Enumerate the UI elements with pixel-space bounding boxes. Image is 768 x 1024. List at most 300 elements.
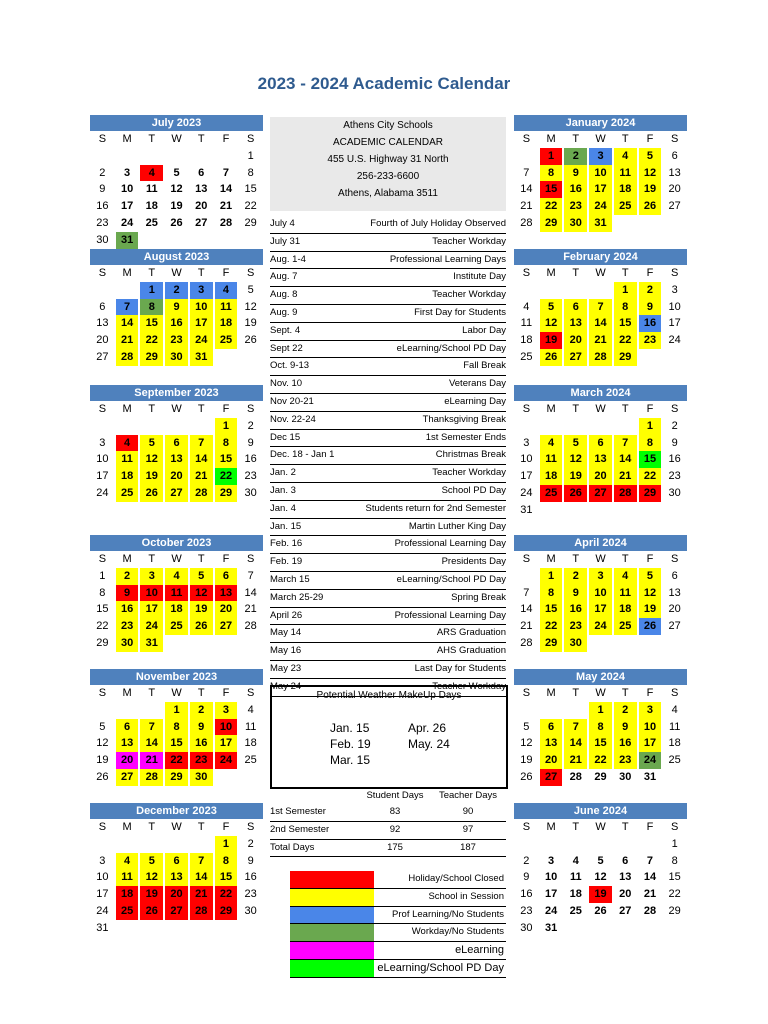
event-date: May 14 bbox=[270, 627, 302, 639]
day-cell: 6 bbox=[622, 854, 629, 867]
day-cell: 26 bbox=[520, 770, 533, 783]
day-cell: 21 bbox=[564, 752, 587, 769]
day-cell: 27 bbox=[116, 769, 139, 786]
day-cell: 3 bbox=[639, 702, 662, 719]
day-cell bbox=[190, 418, 213, 435]
event-date: Sept. 4 bbox=[270, 324, 301, 336]
day-cell: 10 bbox=[589, 585, 612, 602]
day-cell: 29 bbox=[540, 215, 563, 232]
day-cell: 9 bbox=[116, 585, 139, 602]
day-cell: 2 bbox=[671, 419, 678, 432]
day-cell: 7 bbox=[247, 569, 254, 582]
day-cell: 22 bbox=[96, 620, 109, 633]
day-cell bbox=[91, 148, 114, 165]
day-cell: 19 bbox=[639, 181, 662, 198]
day-cell: 2 bbox=[165, 282, 188, 299]
weekday-letter: F bbox=[646, 821, 654, 833]
day-cell: 17 bbox=[215, 735, 238, 752]
day-cell bbox=[116, 282, 139, 299]
event-date: April 26 bbox=[270, 609, 303, 621]
day-cell: 14 bbox=[564, 735, 587, 752]
week-row bbox=[514, 920, 687, 937]
day-cell: 13 bbox=[195, 183, 208, 196]
weekday-header bbox=[514, 131, 687, 148]
student-days-header: Student Days bbox=[366, 790, 424, 801]
day-cell: 10 bbox=[639, 719, 662, 736]
weekday-letter: W bbox=[595, 821, 606, 833]
event-row bbox=[270, 572, 506, 590]
day-cell: 13 bbox=[165, 451, 188, 468]
day-cell: 26 bbox=[190, 618, 213, 635]
weekday-letter: W bbox=[595, 133, 606, 145]
day-cell bbox=[614, 502, 637, 519]
day-cell: 29 bbox=[215, 903, 238, 920]
week-row bbox=[90, 853, 263, 870]
day-cell: 1 bbox=[165, 702, 188, 719]
day-cell: 26 bbox=[140, 903, 163, 920]
day-cell: 15 bbox=[244, 183, 257, 196]
event-description: eLearning Day bbox=[444, 395, 506, 407]
weekday-letter: M bbox=[546, 133, 556, 145]
day-cell: 30 bbox=[564, 215, 587, 232]
weekday-letter: T bbox=[148, 133, 156, 145]
day-cell bbox=[540, 282, 563, 299]
event-description: Professional Learning Day bbox=[394, 538, 506, 550]
day-cell: 2 bbox=[247, 837, 254, 850]
event-row bbox=[270, 430, 506, 448]
day-cell: 24 bbox=[639, 752, 662, 769]
day-cell bbox=[190, 232, 213, 249]
day-cell: 12 bbox=[190, 585, 213, 602]
weekday-letter: W bbox=[595, 403, 606, 415]
week-row bbox=[514, 502, 687, 519]
day-cell: 27 bbox=[195, 216, 208, 229]
day-cell: 16 bbox=[165, 315, 188, 332]
day-cell bbox=[639, 502, 662, 519]
event-row bbox=[270, 465, 506, 483]
day-cell: 31 bbox=[520, 503, 533, 516]
event-description: ARS Graduation bbox=[436, 627, 506, 639]
legend-item bbox=[290, 960, 506, 978]
day-cell: 20 bbox=[668, 603, 681, 616]
table-row: 2nd Semester 92 97 bbox=[270, 822, 506, 840]
day-cell bbox=[140, 148, 163, 165]
day-cell: 16 bbox=[244, 453, 257, 466]
week-row bbox=[90, 920, 263, 937]
day-cell: 24 bbox=[120, 216, 134, 229]
week-row bbox=[514, 735, 687, 752]
day-cell: 22 bbox=[244, 200, 257, 213]
day-cell: 22 bbox=[165, 752, 188, 769]
day-cell bbox=[165, 232, 188, 249]
day-cell: 17 bbox=[190, 315, 213, 332]
day-cell: 22 bbox=[639, 468, 662, 485]
day-cell: 8 bbox=[540, 585, 563, 602]
day-cell: 27 bbox=[619, 904, 632, 917]
day-cell: 1 bbox=[671, 837, 678, 850]
weekday-letter: W bbox=[595, 687, 606, 699]
day-cell: 7 bbox=[116, 299, 139, 316]
day-cell: 20 bbox=[116, 752, 139, 769]
week-row bbox=[90, 181, 263, 198]
day-cell: 29 bbox=[215, 485, 238, 502]
day-cell: 10 bbox=[544, 871, 558, 884]
event-description: Teacher Workday bbox=[432, 289, 506, 301]
day-cell: 27 bbox=[589, 485, 612, 502]
day-cell: 7 bbox=[589, 299, 612, 316]
month-title: December 2023 bbox=[90, 803, 263, 819]
day-cell: 24 bbox=[140, 618, 163, 635]
weekday-letter: T bbox=[572, 403, 580, 415]
day-cell: 19 bbox=[244, 317, 257, 330]
week-row bbox=[514, 719, 687, 736]
day-cell: 21 bbox=[643, 888, 657, 901]
day-cell: 8 bbox=[215, 435, 238, 452]
month-calendar bbox=[90, 803, 263, 937]
day-cell bbox=[663, 920, 686, 937]
day-cell: 8 bbox=[671, 854, 678, 867]
day-cell bbox=[639, 920, 662, 937]
week-row bbox=[90, 719, 263, 736]
day-cell: 25 bbox=[540, 485, 563, 502]
day-cell: 5 bbox=[99, 720, 106, 733]
day-cell: 23 bbox=[520, 904, 533, 917]
event-row bbox=[270, 519, 506, 537]
weekday-letter: M bbox=[546, 403, 556, 415]
weekday-letter: S bbox=[98, 821, 107, 833]
event-date: Jan. 2 bbox=[270, 467, 296, 479]
legend-item bbox=[290, 924, 506, 942]
day-cell: 31 bbox=[116, 232, 139, 249]
day-cell: 24 bbox=[520, 486, 533, 499]
day-cell: 18 bbox=[116, 886, 139, 903]
day-cell: 19 bbox=[520, 754, 533, 767]
day-cell bbox=[614, 215, 637, 232]
makeup-title: Potential Weather MakeUp Days bbox=[316, 690, 462, 701]
week-row bbox=[90, 282, 263, 299]
day-cell: 1 bbox=[247, 149, 254, 162]
weekday-letter: S bbox=[98, 687, 107, 699]
day-cell: 19 bbox=[639, 601, 662, 618]
day-cell: 9 bbox=[190, 719, 213, 736]
day-cell: 10 bbox=[120, 183, 134, 196]
day-cell bbox=[215, 349, 238, 366]
day-cell: 25 bbox=[116, 903, 139, 920]
weekday-header bbox=[90, 131, 263, 148]
day-cell: 27 bbox=[668, 200, 681, 213]
weekday-letter: T bbox=[148, 267, 156, 279]
day-cell: 28 bbox=[643, 904, 657, 917]
day-cell: 1 bbox=[215, 418, 238, 435]
day-cell bbox=[91, 836, 114, 853]
day-cell: 15 bbox=[540, 601, 563, 618]
day-cell: 4 bbox=[215, 282, 238, 299]
event-date: May 24 bbox=[270, 680, 302, 692]
event-date: Dec. 18 - Jan 1 bbox=[270, 449, 335, 461]
day-cell: 4 bbox=[614, 148, 637, 165]
day-cell: 22 bbox=[589, 752, 612, 769]
month-title: July 2023 bbox=[90, 115, 263, 131]
day-cell: 4 bbox=[572, 854, 579, 867]
weekday-header bbox=[514, 265, 687, 282]
legend-label: Workday/No Students bbox=[411, 926, 504, 938]
day-cell bbox=[215, 920, 238, 937]
day-cell: 20 bbox=[589, 468, 612, 485]
day-cell: 25 bbox=[145, 216, 158, 229]
day-cell: 19 bbox=[190, 601, 213, 618]
day-cell: 20 bbox=[165, 886, 188, 903]
weekday-letter: F bbox=[222, 267, 230, 279]
day-cell: 10 bbox=[668, 300, 681, 313]
day-cell: 29 bbox=[165, 769, 188, 786]
month-title: May 2024 bbox=[514, 669, 687, 685]
day-cell: 17 bbox=[96, 470, 109, 483]
legend-swatch bbox=[290, 871, 374, 888]
month-title: January 2024 bbox=[514, 115, 687, 131]
makeup-date: Apr. 26 bbox=[408, 721, 447, 735]
weekday-letter: T bbox=[572, 821, 580, 833]
event-date: Jan. 3 bbox=[270, 484, 296, 496]
event-row bbox=[270, 661, 506, 679]
day-cell: 13 bbox=[668, 586, 681, 599]
weekday-letter: S bbox=[247, 687, 255, 699]
day-cell: 22 bbox=[614, 332, 637, 349]
day-cell: 29 bbox=[594, 770, 607, 783]
day-cell: 21 bbox=[140, 752, 163, 769]
day-cell: 15 bbox=[96, 603, 109, 616]
day-cell: 10 bbox=[589, 165, 612, 182]
calendar-label: ACADEMIC CALENDAR bbox=[332, 137, 444, 148]
event-row bbox=[270, 412, 506, 430]
month-title: April 2024 bbox=[514, 535, 687, 551]
day-cell: 19 bbox=[564, 468, 587, 485]
day-cell: 3 bbox=[99, 854, 106, 867]
day-cell: 11 bbox=[569, 871, 582, 884]
weekday-letter: S bbox=[247, 403, 255, 415]
weekday-letter: M bbox=[122, 553, 132, 565]
day-cell: 22 bbox=[140, 332, 163, 349]
school-phone: 256-233-6600 bbox=[356, 171, 420, 182]
day-cell: 24 bbox=[96, 904, 109, 917]
month-calendar bbox=[514, 535, 687, 652]
day-cell: 9 bbox=[639, 299, 662, 316]
day-cell: 12 bbox=[540, 315, 563, 332]
day-cell: 28 bbox=[614, 485, 637, 502]
month-calendar bbox=[90, 115, 263, 249]
weekday-header bbox=[90, 819, 263, 836]
day-cell bbox=[540, 702, 563, 719]
day-cell: 20 bbox=[564, 332, 587, 349]
day-cell bbox=[540, 836, 563, 853]
day-cell: 17 bbox=[96, 888, 109, 901]
day-cell: 6 bbox=[99, 300, 106, 313]
day-cell: 26 bbox=[140, 485, 163, 502]
day-cell: 21 bbox=[520, 620, 533, 633]
event-date: Nov. 22-24 bbox=[270, 413, 316, 425]
day-cell bbox=[663, 349, 686, 366]
day-cell: 5 bbox=[639, 568, 662, 585]
day-cell: 24 bbox=[215, 752, 238, 769]
day-cell: 8 bbox=[540, 165, 563, 182]
day-cell: 15 bbox=[668, 871, 681, 884]
week-row bbox=[90, 903, 263, 920]
day-cell bbox=[239, 232, 262, 249]
day-cell bbox=[190, 635, 213, 652]
weekday-letter: S bbox=[671, 267, 679, 279]
day-cell: 20 bbox=[619, 888, 632, 901]
day-cell: 16 bbox=[96, 200, 109, 213]
week-row bbox=[514, 435, 687, 452]
day-cell: 8 bbox=[639, 435, 662, 452]
weekday-letter: T bbox=[572, 553, 580, 565]
weekday-letter: S bbox=[98, 133, 107, 145]
day-cell: 30 bbox=[564, 635, 587, 652]
day-cell: 28 bbox=[520, 216, 533, 229]
day-cell bbox=[564, 920, 587, 937]
month-calendar bbox=[90, 535, 263, 652]
weekday-letter: T bbox=[197, 687, 205, 699]
makeup-days-box bbox=[270, 685, 508, 789]
event-date: March 15 bbox=[270, 573, 310, 585]
week-row bbox=[90, 585, 263, 602]
week-row bbox=[514, 349, 687, 366]
weekday-letter: F bbox=[222, 133, 230, 145]
day-cell: 31 bbox=[190, 349, 213, 366]
weekday-letter: T bbox=[572, 267, 580, 279]
day-cell: 25 bbox=[614, 618, 637, 635]
day-cell bbox=[91, 702, 114, 719]
week-row bbox=[90, 702, 263, 719]
weekday-letter: T bbox=[621, 267, 629, 279]
day-cell: 30 bbox=[190, 769, 213, 786]
day-cell: 9 bbox=[523, 871, 530, 884]
teacher-days-header: Teacher Days bbox=[438, 790, 498, 801]
day-cell: 27 bbox=[165, 903, 188, 920]
event-description: Spring Break bbox=[451, 591, 506, 603]
day-cell bbox=[190, 836, 213, 853]
day-cell: 16 bbox=[639, 315, 662, 332]
weekday-letter: M bbox=[122, 687, 132, 699]
day-cell: 15 bbox=[165, 735, 188, 752]
day-cell bbox=[589, 920, 612, 937]
day-cell: 2 bbox=[564, 568, 587, 585]
week-row bbox=[514, 468, 687, 485]
legend-label: eLearning bbox=[455, 944, 504, 957]
event-description: eLearning/School PD Day bbox=[396, 342, 506, 354]
week-row bbox=[90, 332, 263, 349]
week-row bbox=[514, 869, 687, 886]
week-row bbox=[90, 568, 263, 585]
weekday-letter: M bbox=[122, 133, 132, 145]
week-row bbox=[514, 451, 687, 468]
day-cell: 29 bbox=[668, 904, 681, 917]
day-cell: 28 bbox=[244, 620, 257, 633]
event-description: School PD Day bbox=[441, 484, 506, 496]
day-cell: 9 bbox=[564, 585, 587, 602]
event-row bbox=[270, 358, 506, 376]
day-cell: 15 bbox=[215, 451, 238, 468]
weekday-letter: W bbox=[171, 267, 182, 279]
week-row bbox=[514, 702, 687, 719]
week-row bbox=[514, 148, 687, 165]
weekday-letter: F bbox=[646, 553, 654, 565]
day-cell: 19 bbox=[589, 886, 612, 903]
weekday-letter: T bbox=[572, 133, 580, 145]
day-cell: 14 bbox=[244, 586, 257, 599]
day-cell: 18 bbox=[116, 468, 139, 485]
day-cell: 18 bbox=[520, 334, 533, 347]
day-cell: 25 bbox=[244, 754, 257, 767]
event-row bbox=[270, 287, 506, 305]
day-cell: 19 bbox=[96, 754, 109, 767]
week-row bbox=[90, 215, 263, 232]
day-cell: 2 bbox=[564, 148, 587, 165]
day-cell: 5 bbox=[564, 435, 587, 452]
day-cell: 5 bbox=[247, 283, 254, 296]
day-cell bbox=[215, 635, 238, 652]
weekday-letter: T bbox=[197, 553, 205, 565]
day-cell: 27 bbox=[96, 350, 109, 363]
day-cell: 3 bbox=[215, 702, 238, 719]
event-date: Sept 22 bbox=[270, 342, 303, 354]
weekday-letter: T bbox=[148, 403, 156, 415]
week-row bbox=[514, 568, 687, 585]
day-cell: 17 bbox=[668, 317, 681, 330]
day-cell: 27 bbox=[564, 349, 587, 366]
day-cell: 15 bbox=[215, 869, 238, 886]
legend-swatch bbox=[290, 907, 374, 924]
day-cell: 7 bbox=[222, 166, 230, 179]
day-cell: 14 bbox=[190, 869, 213, 886]
event-description: Martin Luther King Day bbox=[408, 520, 506, 532]
day-cell: 25 bbox=[215, 332, 238, 349]
day-cell bbox=[515, 418, 538, 435]
day-cell: 28 bbox=[219, 216, 233, 229]
day-cell bbox=[663, 769, 686, 786]
day-cell: 16 bbox=[520, 888, 533, 901]
day-cell: 15 bbox=[639, 451, 662, 468]
week-row bbox=[90, 869, 263, 886]
day-cell: 6 bbox=[564, 299, 587, 316]
day-cell: 9 bbox=[247, 436, 254, 449]
weekday-letter: S bbox=[522, 821, 531, 833]
day-cell: 26 bbox=[594, 904, 607, 917]
week-row bbox=[90, 886, 263, 903]
day-cell: 14 bbox=[589, 315, 612, 332]
day-cell: 24 bbox=[96, 486, 109, 499]
legend-swatch bbox=[290, 960, 374, 977]
day-cell: 2 bbox=[116, 568, 139, 585]
day-cell: 16 bbox=[244, 871, 257, 884]
legend-item bbox=[290, 907, 506, 925]
day-cell: 9 bbox=[165, 299, 188, 316]
school-name: Athens City Schools bbox=[343, 120, 433, 131]
day-cell: 16 bbox=[564, 601, 587, 618]
weekday-letter: S bbox=[671, 403, 679, 415]
day-cell: 12 bbox=[140, 451, 163, 468]
day-cell bbox=[116, 418, 139, 435]
day-cell: 15 bbox=[589, 735, 612, 752]
day-cell: 26 bbox=[540, 349, 563, 366]
day-cell bbox=[663, 215, 686, 232]
day-cell: 30 bbox=[165, 349, 188, 366]
event-row bbox=[270, 234, 506, 252]
day-cell: 21 bbox=[190, 468, 213, 485]
day-cell: 8 bbox=[99, 586, 106, 599]
weekday-letter: W bbox=[171, 687, 182, 699]
weekday-letter: S bbox=[671, 553, 679, 565]
event-row bbox=[270, 590, 506, 608]
